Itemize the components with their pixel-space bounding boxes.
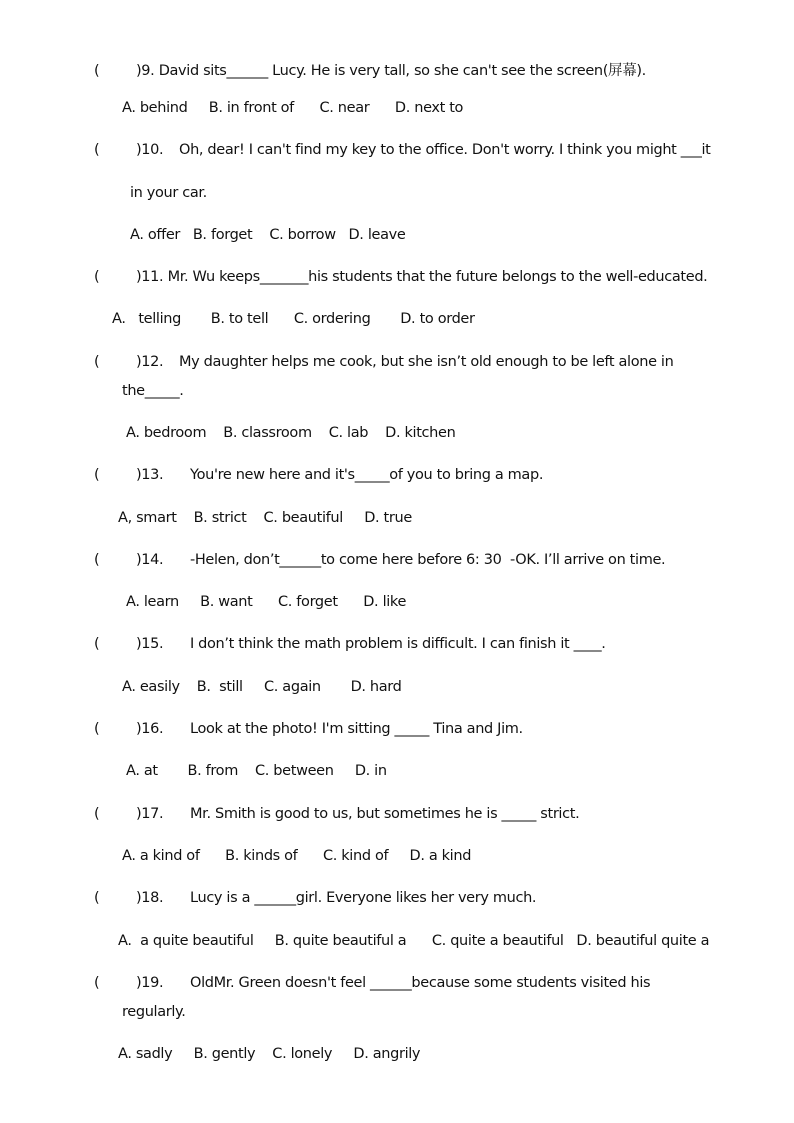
answer-paren: ( — [94, 890, 100, 906]
question-number: )17. — [136, 806, 164, 822]
answer-paren: ( — [94, 354, 100, 370]
question-19-options: A. sadly B. gently C. lonely D. angrily — [118, 1046, 421, 1062]
question-11-options: A. telling B. to tell C. ordering D. to order — [112, 311, 475, 327]
answer-paren: ( — [94, 975, 100, 991]
question-13-text: You're new here and it's_____of you to bring a map. — [190, 467, 544, 483]
question-number: )13. — [136, 467, 164, 483]
question-14-options: A. learn B. want C. forget D. like — [126, 594, 407, 610]
question-number: )15. — [136, 636, 164, 652]
question-15-options: A. easily B. still C. again D. hard — [122, 679, 402, 695]
question-14-text: -Helen, don’t______to come here before 6: 30 -OK. I’ll arrive on time. — [190, 552, 666, 568]
question-number: )14. — [136, 552, 164, 568]
question-13-options: A, smart B. strict C. beautiful D. true — [118, 510, 412, 526]
answer-paren: ( — [94, 467, 100, 483]
question-18-text: Lucy is a ______girl. Everyone likes her very much. — [190, 890, 537, 906]
question-10-text-cont: in your car. — [130, 185, 207, 201]
question-9-text: )9. David sits______ Lucy. He is very tall, so she can't see the screen(屏幕). — [136, 63, 646, 79]
question-18-options: A. a quite beautiful B. quite beautiful a C. quite a beautiful D. beautiful quite a — [118, 933, 710, 949]
question-number: )10. — [136, 142, 164, 158]
question-19-text-cont: regularly. — [122, 1004, 186, 1020]
question-16-options: A. at B. from C. between D. in — [126, 763, 387, 779]
answer-paren: ( — [94, 636, 100, 652]
answer-paren: ( — [94, 552, 100, 568]
question-12-text: My daughter helps me cook, but she isn’t old enough to be left alone in — [179, 354, 674, 370]
question-12-options: A. bedroom B. classroom C. lab D. kitchen — [126, 425, 456, 441]
question-number: )12. — [136, 354, 164, 370]
answer-paren: ( — [94, 142, 100, 158]
question-17-options: A. a kind of B. kinds of C. kind of D. a kind — [122, 848, 472, 864]
answer-paren: ( — [94, 721, 100, 737]
question-11-text: )11. Mr. Wu keeps_______his students that the future belongs to the well-educated. — [136, 269, 708, 285]
question-number: )16. — [136, 721, 164, 737]
question-number: )18. — [136, 890, 164, 906]
answer-paren: ( — [94, 269, 100, 285]
question-10-options: A. offer B. forget C. borrow D. leave — [130, 227, 406, 243]
question-12-text-cont: the_____. — [122, 383, 184, 399]
question-number: )19. — [136, 975, 164, 991]
question-10-text: Oh, dear! I can't find my key to the office. Don't worry. I think you might ___it — [179, 142, 711, 158]
question-16-text: Look at the photo! I'm sitting _____ Tina and Jim. — [190, 721, 523, 737]
question-9-options: A. behind B. in front of C. near D. next to — [122, 100, 464, 116]
question-19-text: OldMr. Green doesn't feel ______because some students visited his — [190, 975, 651, 991]
question-15-text: I don’t think the math problem is difficult. I can finish it ____. — [190, 636, 606, 652]
question-17-text: Mr. Smith is good to us, but sometimes he is _____ strict. — [190, 806, 580, 822]
answer-paren: ( — [94, 806, 100, 822]
answer-paren: ( — [94, 63, 100, 79]
